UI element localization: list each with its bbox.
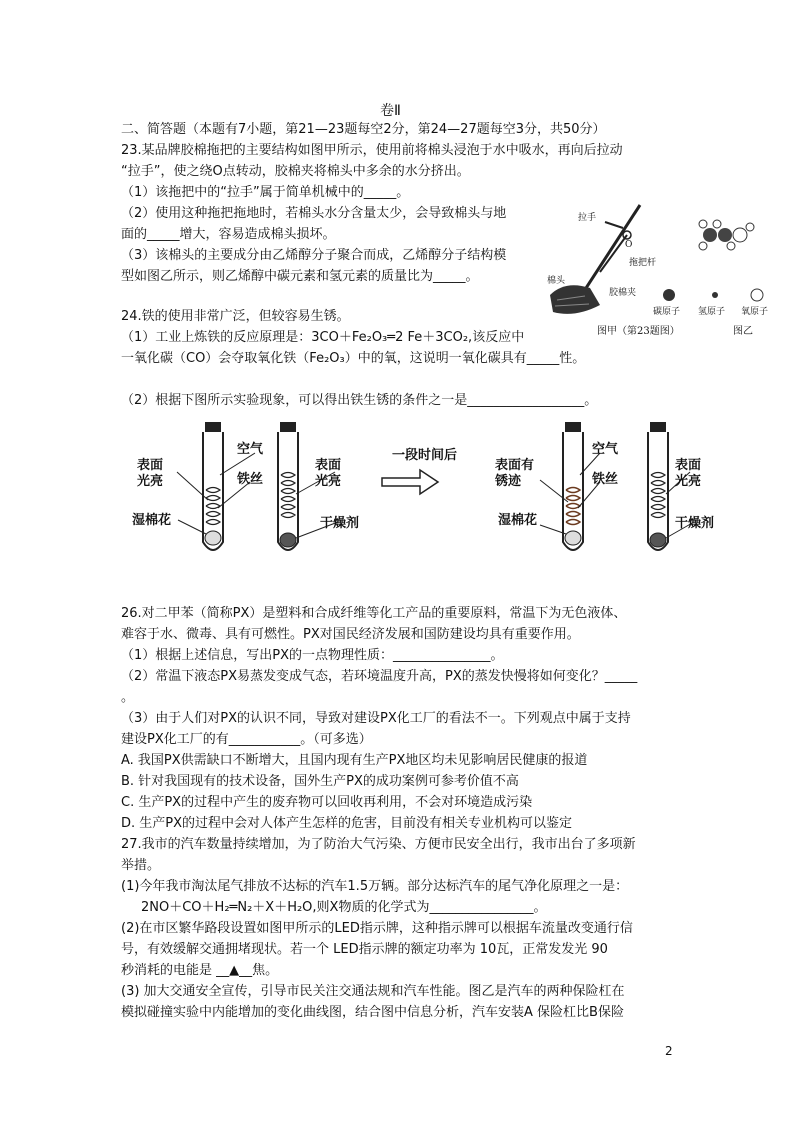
label-carbon: 碳原子 [653, 307, 681, 317]
q23-line-2: “拉手”，使之绕O点转动，胶棉夹将棉头中多余的水分挤出。 [121, 164, 470, 179]
label-wire-1: 铁丝 [237, 472, 264, 487]
label-hydrogen: 氢原子 [698, 307, 726, 317]
q23-line-3: （1）该拖把中的“拉手”属于简单机械中的_____。 [121, 185, 410, 200]
q23-line-5: 面的_____增大，容易造成棉头损坏。 [121, 227, 336, 242]
q27-line-7: 秒消耗的电能是 __▲__焦。 [121, 963, 279, 978]
tube-2 [278, 422, 298, 550]
arrow [382, 470, 438, 494]
q26-option-c: C. 生产PX的过程中产生的废弃物可以回收再利用，不会对环境造成污染 [121, 795, 533, 810]
label-air-2: 空气 [592, 442, 619, 457]
q23-line-6: （3）该棉头的主要成分由乙烯醇分子聚合而成，乙烯醇分子结构模 [121, 248, 507, 263]
q27-line-3: (1)今年我市淘汰尾气排放不达标的汽车1.5万辆。部分达标汽车的尾气净化原理之一是： [121, 879, 629, 894]
q26-line-2: 难容于水、微毒、具有可燃性。PX对国民经济发展和国防建设均具有重要作用。 [121, 627, 580, 642]
q26-line-1: 26.对二甲苯（简称PX）是塑料和合成纤维等化工产品的重要原料，常温下为无色液体、 [121, 606, 627, 621]
label-oxygen: 氧原子 [741, 307, 769, 317]
q27-line-5: (2)在市区繁华路段设置如图甲所示的LED指示牌，这种指示牌可以根据车流量改变通行信 [121, 921, 633, 936]
q26-option-d: D. 生产PX的过程中会对人体产生怎样的危害，目前没有相关专业机构可以鉴定 [121, 816, 573, 831]
tube-4 [648, 422, 668, 550]
label-smooth-2: 表面 光亮 [315, 458, 342, 489]
q27-line-4: 2NO＋CO＋H₂═N₂＋X＋H₂O,则X物质的化学式为________________。 [141, 900, 547, 915]
q27-line-2: 举措。 [121, 858, 161, 873]
label-o: O [625, 240, 633, 250]
tube-1 [203, 422, 223, 550]
label-after-time: 一段时间后 [392, 448, 458, 463]
q23-line-1: 23.某品牌胶棉拖把的主要结构如图甲所示，使用前将棉头浸泡于水中吸水，再向后拉动 [121, 143, 623, 158]
label-handle: 拉手 [578, 213, 597, 223]
q24-line-1: 24.铁的使用非常广泛，但较容易生锈。 [121, 309, 350, 324]
q24-line-3: 一氧化碳（CO）会夺取氧化铁（Fe₂O₃）中的氧，这说明一氧化碳具有_____性。 [121, 351, 586, 366]
mop-figure [545, 200, 785, 340]
q26-line-3: （1）根据上述信息，写出PX的一点物理性质：_______________。 [121, 648, 504, 663]
q26-line-7: 建设PX化工厂的有___________。（可多选） [121, 732, 372, 747]
q24-line-2: （1）工业上炼铁的反应原理是：3CO＋Fe₂O₃═2 Fe＋3CO₂,该反应中 [121, 330, 525, 345]
label-wet-cotton-2: 湿棉花 [498, 513, 538, 528]
label-smooth-1: 表面 光亮 [137, 458, 164, 489]
label-clip: 胶棉夹 [609, 288, 637, 298]
label-smooth-3: 表面 光亮 [675, 458, 702, 489]
q24-line-4: （2）根据下图所示实验现象，可以得出铁生锈的条件之一是__________________。 [121, 393, 598, 408]
label-wet-cotton-1: 湿棉花 [132, 513, 172, 528]
tube-3 [563, 422, 583, 550]
page-number: 2 [665, 1044, 673, 1058]
q27-line-6: 号，有效缓解交通拥堵现状。若一个 LED指示牌的额定功率为 10瓦，正常发发光 90 [121, 942, 608, 957]
q27-line-9: 模拟碰撞实验中内能增加的变化曲线图，结合图中信息分析，汽车安装A 保险杠比B保险 [121, 1005, 624, 1020]
q26-option-b: B. 针对我国现有的技术设备，国外生产PX的成功案例可参考价值不高 [121, 774, 519, 789]
label-wire-2: 铁丝 [592, 472, 619, 487]
q23-line-4: （2）使用这种拖把拖地时，若棉头水分含量太少，会导致棉头与地 [121, 206, 507, 221]
q23-line-7: 型如图乙所示，则乙烯醇中碳元素和氢元素的质量比为_____。 [121, 269, 479, 284]
label-desiccant-1: 干燥剂 [320, 516, 360, 531]
label-rust: 表面有 锈迹 [495, 458, 535, 489]
label-desiccant-2: 干燥剂 [675, 516, 715, 531]
q26-line-5: 。 [121, 690, 135, 705]
q27-line-8: (3) 加大交通安全宣传，引导市民关注交通法规和汽车性能。图乙是汽车的两种保险杠在 [121, 984, 625, 999]
label-air-1: 空气 [237, 442, 264, 457]
label-head: 棉头 [547, 276, 566, 286]
section-title: 卷Ⅱ [380, 103, 401, 119]
caption-figure-b: 图乙 [733, 326, 753, 337]
q26-option-a: A. 我国PX供需缺口不断增大，且国内现有生产PX地区均未见影响居民健康的报道 [121, 753, 588, 768]
caption-figure-a: 图甲（第23题图） [597, 326, 680, 337]
q27-line-1: 27.我市的汽车数量持续增加，为了防治大气污染、方便市民安全出行，我市出台了多项新 [121, 837, 636, 852]
part-header: 二、简答题（本题有7小题，第21—23题每空2分，第24—27题每空3分，共50分） [121, 122, 606, 137]
rust-experiment-diagram [120, 420, 720, 565]
rust-experiment-figure [120, 420, 720, 565]
label-rod: 拖把杆 [629, 258, 657, 268]
q26-line-4: （2）常温下液态PX易蒸发变成气态，若环境温度升高，PX的蒸发快慢将如何变化？_____ [121, 669, 638, 684]
q26-line-6: （3）由于人们对PX的认识不同，导致对建设PX化工厂的看法不一。下列观点中属于支持 [121, 711, 631, 726]
